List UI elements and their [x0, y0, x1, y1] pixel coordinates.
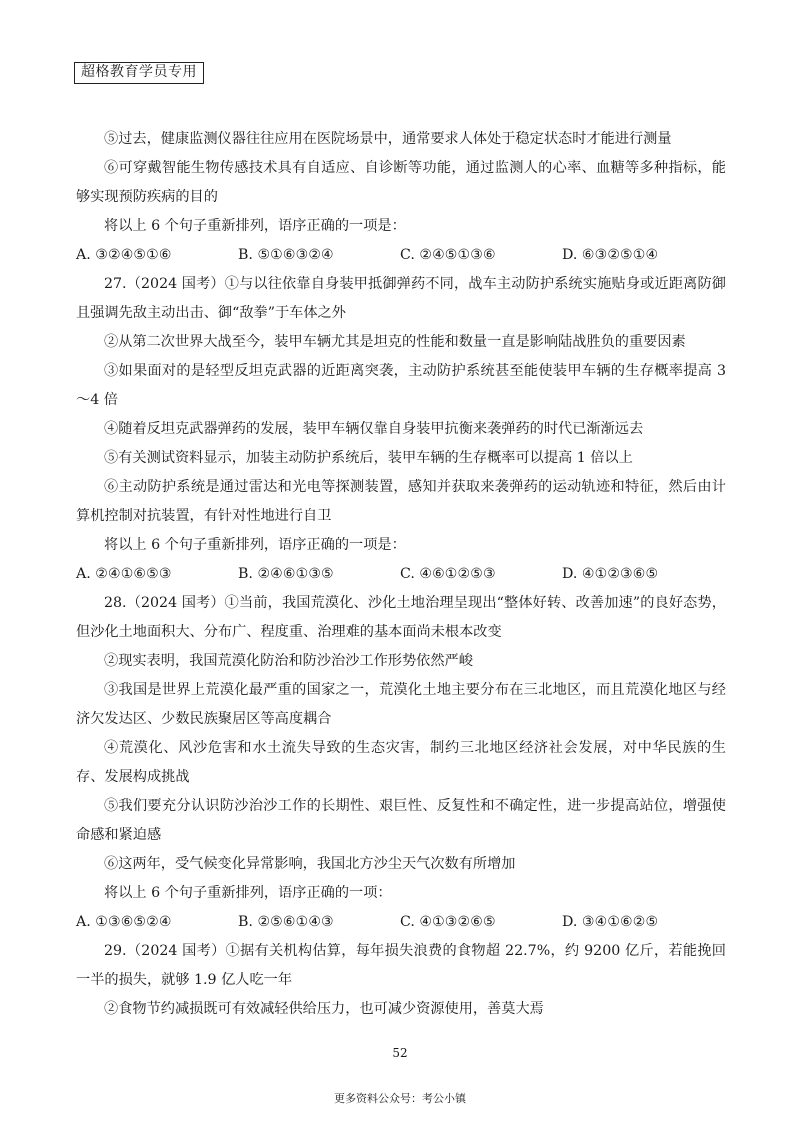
q28-sentence-3: ③我国是世界上荒漠化最严重的国家之一，荒漠化土地主要分布在三北地区，而且荒漠化地区与经济欠发达区、少数民族聚居区等高度耦合 — [76, 682, 726, 727]
page-content — [76, 125, 726, 1024]
q26-prompt: 将以上 6 个句子重新排列，语序正确的一项是： — [104, 218, 406, 234]
q28-sentence-1: 28.（2024 国考）①当前，我国荒漠化、沙化土地治理呈现出“整体好转、改善加速”的良好态势，但沙化土地面积大、分布广、程度重、治理难的基本面尚未根本改变 — [76, 595, 726, 640]
watermark-stamp: 超格教育学员专用 — [74, 62, 204, 84]
q28-sentence-2: ②现实表明，我国荒漠化防治和防沙治沙工作形势依然严峻 — [104, 653, 473, 669]
q29-sentence-1: 29.（2024 国考）①据有关机构估算，每年损失浪费的食物超 22.7%，约 9200 亿斤，若能挽回一半的损失，就够 1.9 亿人吃一年 — [76, 943, 726, 988]
q27-option-c: C. ④⑥①②⑤③ — [400, 566, 496, 582]
q27-option-b: B. ②④⑥①③⑤ — [238, 566, 334, 582]
q26-sentence-6: ⑥可穿戴智能生物传感技术具有自适应、自诊断等功能，通过监测人的心率、血糖等多种指标，能够实现预防疾病的目的 — [76, 160, 726, 205]
q27-option-a: A. ②④①⑥⑤③ — [76, 566, 172, 582]
q28-sentence-5: ⑤我们要充分认识防沙治沙工作的长期性、艰巨性、反复性和不确定性，进一步提高站位，增强使命感和紧迫感 — [76, 798, 726, 843]
q26-options — [76, 241, 726, 270]
q27-sentence-4: ④随着反坦克武器弹药的发展，装甲车辆仅靠自身装甲抗衡来袭弹药的时代已渐渐远去 — [104, 421, 644, 437]
q27-option-d: D. ④①②③⑥⑤ — [562, 566, 659, 582]
q29-sentence-2: ②食物节约减损既可有效减轻供给压力，也可减少资源使用，善莫大焉 — [104, 1001, 544, 1017]
footer-note: 更多资料公众号：考公小镇 — [334, 1092, 466, 1105]
page-number: 52 — [392, 1046, 408, 1060]
q26-option-b: B. ⑤①⑥③②④ — [238, 247, 334, 263]
q26-option-d: D. ⑥③②⑤①④ — [562, 247, 659, 263]
q28-option-b: B. ②⑤⑥①④③ — [238, 914, 334, 930]
q27-sentence-6: ⑥主动防护系统是通过雷达和光电等探测装置，感知并获取来袭弹药的运动轨迹和特征，然后由计算机控制对抗装置，有针对性地进行自卫 — [76, 479, 726, 524]
q28-prompt: 将以上 6 个句子重新排列，语序正确的一项： — [104, 885, 392, 901]
q28-option-a: A. ①③⑥⑤②④ — [76, 914, 172, 930]
q26-option-c: C. ②④⑤①③⑥ — [400, 247, 496, 263]
q26-sentence-5: ⑤过去，健康监测仪器往往应用在医院场景中，通常要求人体处于稳定状态时才能进行测量 — [104, 131, 672, 147]
q27-sentence-5: ⑤有关测试资料显示，加装主动防护系统后，装甲车辆的生存概率可以提高 1 倍以上 — [104, 450, 633, 466]
q28-options — [76, 908, 726, 937]
q26-option-a: A. ③②④⑤①⑥ — [76, 247, 172, 263]
q28-sentence-6: ⑥这两年，受气候变化异常影响，我国北方沙尘天气次数有所增加 — [104, 856, 516, 872]
q27-sentence-1: 27.（2024 国考）①与以往依靠自身装甲抵御弹药不同，战车主动防护系统实施贴身或近距离防御且强调先敌主动出击、御“敌拳”于车体之外 — [76, 276, 726, 321]
q28-option-d: D. ③④①⑥②⑤ — [562, 914, 659, 930]
q27-options — [76, 560, 726, 589]
q28-option-c: C. ④①③②⑥⑤ — [400, 914, 496, 930]
q27-sentence-2: ②从第二次世界大战至今，装甲车辆尤其是坦克的性能和数量一直是影响陆战胜负的重要因素 — [104, 334, 686, 350]
q28-sentence-4: ④荒漠化、风沙危害和水土流失导致的生态灾害，制约三北地区经济社会发展，对中华民族的生存、发展构成挑战 — [76, 740, 726, 785]
q27-sentence-3: ③如果面对的是轻型反坦克武器的近距离突袭，主动防护系统甚至能使装甲车辆的生存概率提高 3～4 倍 — [76, 363, 726, 408]
q27-prompt: 将以上 6 个句子重新排列，语序正确的一项是： — [104, 537, 406, 553]
